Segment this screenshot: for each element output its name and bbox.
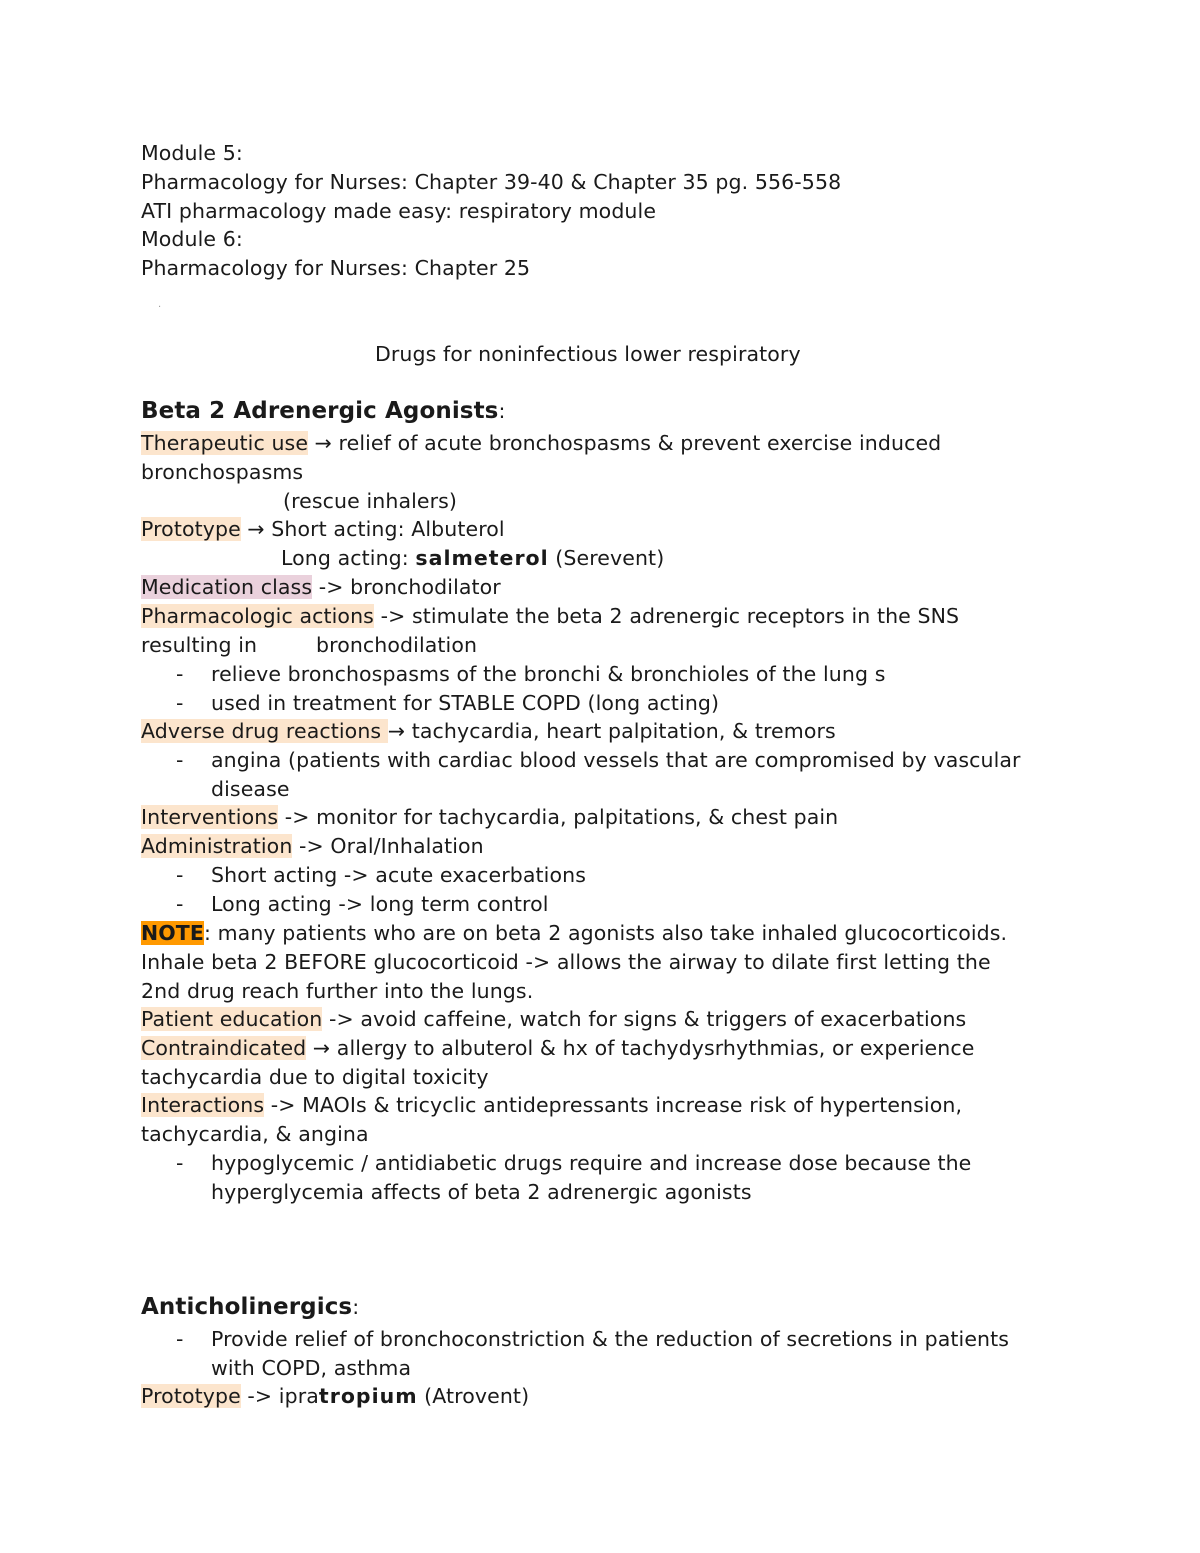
- note-label: NOTE: [141, 921, 204, 945]
- admin-bullet-2: Long acting -> long term control: [211, 892, 549, 916]
- interventions-label: Interventions: [141, 805, 279, 829]
- bullet-dash: -: [176, 662, 184, 686]
- patient-education-text: -> avoid caffeine, watch for signs & triggers of exacerbations: [322, 1007, 967, 1031]
- contraindicated-text: → allergy to albuterol & hx of tachydysrhythmias, or experience: [306, 1036, 975, 1060]
- bullet-dash: -: [176, 863, 184, 887]
- interactions-cont: tachycardia, & angina: [141, 1122, 369, 1146]
- pharmacologic-actions-cont-b: bronchodilation: [316, 633, 478, 657]
- prototype-pre: -> ipra: [240, 1384, 319, 1408]
- interactions-line: [141, 1092, 962, 1119]
- administration-text: -> Oral/Inhalation: [292, 834, 484, 858]
- therapeutic-use-label: Therapeutic use: [141, 431, 309, 455]
- patient-education-line: [141, 1006, 966, 1033]
- prototype-label: Prototype: [141, 517, 241, 541]
- bullet-dash: -: [176, 1151, 184, 1175]
- header-line-module5: Module 5:: [141, 141, 243, 165]
- section-heading-anticholinergics: [141, 1294, 359, 1321]
- header-line-ati: ATI pharmacology made easy: respiratory module: [141, 199, 657, 223]
- interactions-bullet-cont: hyperglycemia affects of beta 2 adrenergic agonists: [211, 1180, 752, 1204]
- interactions-label: Interactions: [141, 1093, 265, 1117]
- therapeutic-use-cont: bronchospasms: [141, 460, 304, 484]
- long-acting-post: (Serevent): [548, 546, 665, 570]
- adverse-bullet-cont: disease: [211, 777, 290, 801]
- header-line-module6: Module 6:: [141, 227, 243, 251]
- interactions-text: -> MAOIs & tricyclic antidepressants increase risk of hypertension,: [264, 1093, 963, 1117]
- anticholinergic-prototype-line: [141, 1383, 529, 1410]
- prototype-line: [141, 516, 505, 543]
- adverse-bullet: angina (patients with cardiac blood vessels that are compromised by vascular: [211, 748, 1021, 772]
- pharmacologic-actions-label: Pharmacologic actions: [141, 604, 374, 628]
- contraindicated-cont: tachycardia due to digital toxicity: [141, 1065, 489, 1089]
- contraindicated-label: Contraindicated: [141, 1036, 307, 1060]
- bullet-dash: -: [176, 1327, 184, 1351]
- heading-colon: :: [498, 399, 506, 423]
- interventions-line: [141, 804, 838, 831]
- adverse-reactions-line: [141, 718, 836, 745]
- bullet-dash: -: [176, 748, 184, 772]
- anticholinergic-bullet-cont: with COPD, asthma: [211, 1356, 412, 1380]
- anticholinergic-prototype-label: Prototype: [141, 1384, 241, 1408]
- bullet-dash: -: [176, 892, 184, 916]
- bullet-dash: -: [176, 691, 184, 715]
- pharm-bullet-2: used in treatment for STABLE COPD (long acting): [211, 691, 720, 715]
- note-text: : many patients who are on beta 2 agonists also take inhaled glucocorticoids.: [203, 921, 1008, 945]
- pharmacologic-actions-text: -> stimulate the beta 2 adrenergic receptors in the SNS: [373, 604, 960, 628]
- stray-mark: ·: [158, 302, 162, 313]
- contraindicated-line: [141, 1035, 974, 1062]
- medication-class-line: [141, 574, 501, 601]
- prototype-bold: tropium: [318, 1384, 418, 1408]
- note-cont-2: 2nd drug reach further into the lungs.: [141, 979, 534, 1003]
- medication-class-text: -> bronchodilator: [312, 575, 501, 599]
- note-cont-1: Inhale beta 2 BEFORE glucocorticoid -> allows the airway to dilate first letting the: [141, 950, 991, 974]
- heading-text: Anticholinergics: [141, 1294, 353, 1320]
- header-line-chapter-39: Pharmacology for Nurses: Chapter 39-40 & Chapter 35 pg. 556-558: [141, 170, 842, 194]
- administration-label: Administration: [141, 834, 293, 858]
- adverse-reactions-label: Adverse drug reactions: [141, 719, 388, 743]
- rescue-inhalers-note: (rescue inhalers): [283, 489, 458, 513]
- header-line-chapter-25: Pharmacology for Nurses: Chapter 25: [141, 256, 531, 280]
- patient-education-label: Patient education: [141, 1007, 323, 1031]
- anticholinergic-bullet: Provide relief of bronchoconstriction & the reduction of secretions in patients: [211, 1327, 1010, 1351]
- heading-text: Beta 2 Adrenergic Agonists: [141, 398, 499, 424]
- interactions-bullet: hypoglycemic / antidiabetic drugs require and increase dose because the: [211, 1151, 972, 1175]
- prototype-post: (Atrovent): [417, 1384, 530, 1408]
- section-heading-beta2: [141, 398, 506, 425]
- medication-class-label: Medication class: [141, 575, 313, 599]
- administration-line: [141, 833, 484, 860]
- pharm-bullet-1: relieve bronchospasms of the bronchi & bronchioles of the lung s: [211, 662, 886, 686]
- admin-bullet-1: Short acting -> acute exacerbations: [211, 863, 586, 887]
- prototype-text: → Short acting: Albuterol: [240, 517, 505, 541]
- long-acting-drug: salmeterol: [415, 546, 549, 570]
- long-acting-pre: Long acting:: [281, 546, 416, 570]
- note-line: [141, 920, 1007, 947]
- therapeutic-use-text: → relief of acute bronchospasms & prevent exercise induced: [308, 431, 942, 455]
- pharmacologic-actions-cont-a: resulting in: [141, 633, 258, 657]
- pharmacologic-actions-line: [141, 603, 959, 630]
- therapeutic-use-line: [141, 430, 941, 457]
- adverse-reactions-text: → tachycardia, heart palpitation, & tremors: [387, 719, 836, 743]
- heading-colon: :: [352, 1295, 360, 1319]
- document-title: Drugs for noninfectious lower respiratory: [375, 342, 801, 366]
- long-acting-line: [281, 545, 664, 572]
- interventions-text: -> monitor for tachycardia, palpitations, & chest pain: [278, 805, 839, 829]
